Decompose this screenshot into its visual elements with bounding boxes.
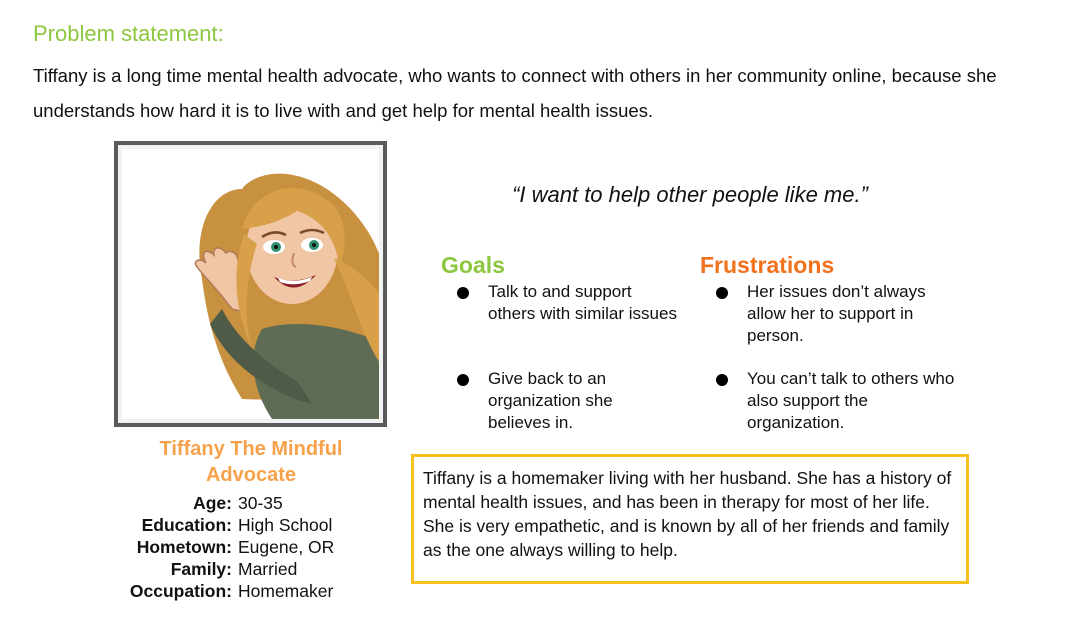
detail-value: High School xyxy=(238,515,333,535)
problem-statement-heading: Problem statement: xyxy=(33,21,224,46)
bullet-icon xyxy=(457,287,469,299)
problem-statement-text: Tiffany is a long time mental health advocate, who wants to connect with others in her community online, because she understands how hard it is to live with and get help for mental health issues. xyxy=(33,65,997,121)
detail-value: Homemaker xyxy=(238,581,334,601)
frustration-item: You can’t talk to others who also support the organization. xyxy=(747,369,955,432)
detail-value: 30-35 xyxy=(238,493,283,513)
bullet-icon xyxy=(716,287,728,299)
bullet-icon xyxy=(716,374,728,386)
frustrations-heading: Frustrations xyxy=(700,252,835,278)
woman-waving-avatar-icon xyxy=(122,149,379,419)
frustration-item: Her issues don’t always allow her to support in person. xyxy=(747,282,926,345)
detail-label: Age: xyxy=(193,493,232,513)
goal-item: Talk to and support others with similar issues xyxy=(488,282,677,323)
detail-value: Married xyxy=(238,559,298,579)
bullet-icon xyxy=(457,374,469,386)
detail-label: Hometown: xyxy=(136,537,232,557)
detail-value: Eugene, OR xyxy=(238,537,335,557)
persona-name: Tiffany The Mindful Advocate xyxy=(159,438,343,486)
goal-item: Give back to an organization she believes in. xyxy=(488,369,613,432)
persona-photo-frame xyxy=(114,141,387,427)
detail-label: Occupation: xyxy=(129,581,232,601)
detail-label: Family: xyxy=(170,559,232,579)
persona-bio: Tiffany is a homemaker living with her husband. She has a history of mental health issues, and has been in therapy for most of her life. She is very empathetic, and is known by all of her friends and family as the one always willing to help. xyxy=(411,454,969,584)
detail-label: Education: xyxy=(141,515,232,535)
goals-heading: Goals xyxy=(441,252,505,278)
persona-quote: “I want to help other people like me.” xyxy=(512,182,868,207)
